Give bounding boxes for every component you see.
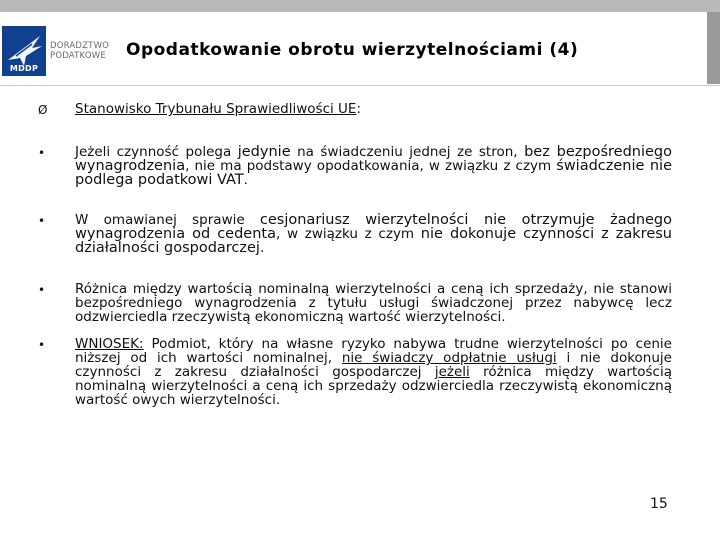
text-run: , w związku z czym (275, 226, 421, 242)
bullet-marker: • (38, 146, 46, 160)
header-divider (0, 85, 720, 86)
text-run: Jeżeli czynność polega (75, 144, 238, 160)
bullet-marker: • (38, 338, 46, 352)
text-run: na świadczeniu jednej ze stron, (290, 144, 525, 160)
right-accent-bar (707, 12, 720, 84)
text-run: Podmiot, który na własne ryzyko nabywa trudne wierzytelności po cenie niższej od ich wartości nominalnej, (75, 336, 672, 366)
text-run: nie świadczy odpłatnie usługi (341, 350, 557, 366)
text-run: nie dokonuje czynności z zakresu działalności gospodarczej (75, 226, 672, 256)
bullet-marker: • (38, 283, 46, 297)
list-item (75, 102, 672, 116)
text-run: świadczenie nie podlega podatkowi VAT (75, 158, 672, 188)
text-run: Stanowisko Trybunału Sprawiedliwości UE (75, 101, 357, 117)
text-run: WNIOSEK: (75, 336, 144, 352)
logo-line-1: DORADZTWO (50, 41, 110, 51)
slide-title: Opodatkowanie obrotu wierzytelnościami (4) (126, 40, 579, 60)
list-item (75, 337, 672, 407)
text-run: różnica między wartością nominalną wierzytelności a ceną ich sprzedaży odzwierciedla rzeczywistą ekonomiczną wartość owych wierzytelności. (75, 364, 672, 408)
bullet-marker: • (38, 214, 46, 228)
list-item (75, 213, 672, 255)
text-run: jeżeli (434, 364, 470, 380)
logo-line-2: PODATKOWE (50, 50, 106, 61)
text-run: , nie ma podstawy opodatkowania, w związku z czym (185, 158, 557, 174)
list-item (75, 282, 672, 324)
text-run: bez bezpośredniego wynagrodzenia (75, 144, 672, 174)
list-item (75, 145, 672, 187)
text-run: . (259, 240, 265, 256)
logo-abbr: MDDP (9, 64, 39, 73)
text-run: i nie dokonuje czynności z zakresu działalności gospodarczej (75, 350, 672, 380)
logo-text (50, 42, 109, 61)
slide-header (0, 12, 720, 86)
text-run: jedynie (237, 144, 291, 160)
text-run: cesjonariusz wierzytelności nie otrzymuje żadnego wynagrodzenia od cedenta (75, 212, 673, 242)
bullet-marker: Ø (38, 103, 48, 117)
page-number: 15 (650, 496, 668, 512)
text-run: . (243, 172, 248, 188)
text-run: Różnica między wartością nominalną wierzytelności a ceną ich sprzedaży, nie stanowi bezpośredniego wynagrodzenia z tytułu usługi świadczonej przez nabywcę lecz odzwierciedla rzeczywistą ekonomiczną wartość wierzytelności. (75, 281, 672, 325)
top-bar (0, 0, 720, 12)
mddp-logo (2, 26, 46, 76)
text-run: W omawianej sprawie (75, 212, 260, 228)
text-run: : (356, 101, 362, 117)
